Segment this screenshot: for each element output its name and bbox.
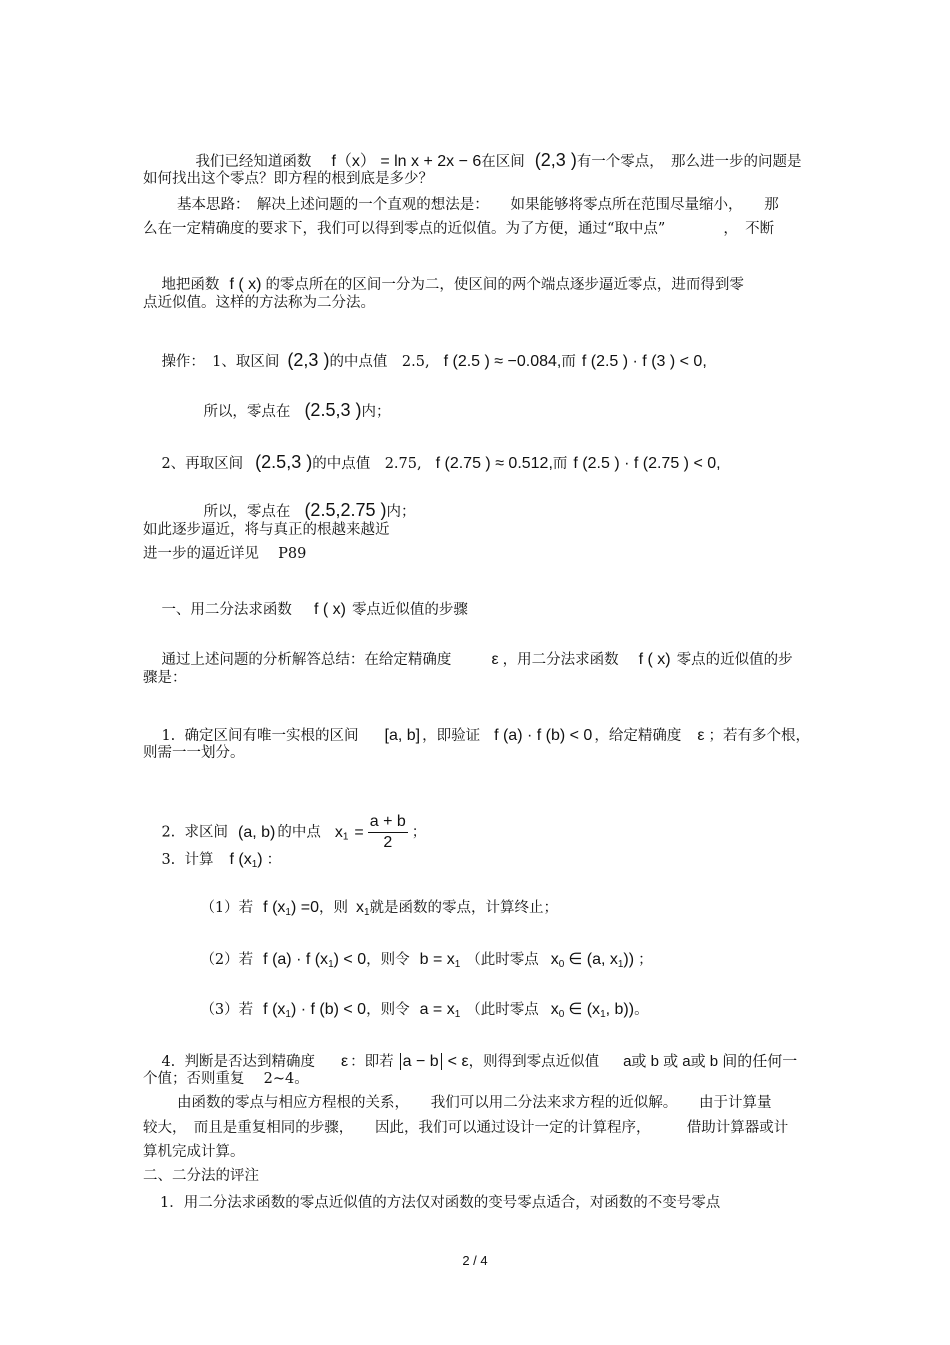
text: 1. 确定区间有唯一实根的区间	[161, 728, 359, 744]
absolute-difference: a − b	[400, 1053, 442, 1070]
text: 一、用二分法求函数	[161, 602, 292, 618]
subscript: 1	[363, 907, 370, 918]
section-2-heading: 二、二分法的评注	[143, 1168, 259, 1184]
paragraph-line-2: 较大， 而且是重复相同的步骤， 因此，我们可以通过设计一定的计算程序， 借助计算器或计	[143, 1120, 789, 1136]
variable-x: x	[550, 1001, 559, 1018]
text: ；若有多个根，	[708, 728, 810, 744]
summary-line-1	[143, 630, 793, 690]
interval: (a, b)	[238, 823, 276, 841]
variable-x: x	[355, 899, 364, 916]
text: 2、再取区间	[161, 456, 244, 472]
interval: (2.5,3 )	[255, 452, 313, 472]
text: 地把函数	[161, 277, 220, 293]
text: ，则得到零点近似值	[468, 1054, 600, 1070]
paren: ))	[623, 951, 635, 968]
interval: [a, b]	[384, 727, 421, 744]
text: ，则令	[366, 1002, 410, 1018]
product-expression: f (2.5 ) · f (2.75 ) < 0,	[573, 455, 721, 472]
text: 2. 求区间	[161, 824, 228, 841]
subscript: 1	[600, 1009, 606, 1020]
text: 内；	[361, 404, 391, 420]
paren: )	[257, 851, 263, 868]
subscript: 1	[285, 907, 291, 918]
subscript: 1	[285, 1009, 291, 1020]
page-number: 2 / 4	[462, 1253, 488, 1268]
text: 有一个零点， 那么进一步的问题是	[576, 154, 802, 170]
subscript: 1	[251, 859, 258, 870]
variable-x: x	[334, 823, 343, 841]
numerator: a + b	[368, 812, 408, 833]
text: （3）若	[200, 1002, 254, 1018]
summary-line-2: 骤是：	[143, 670, 187, 686]
product-expression: f (2.5 ) · f (3 ) < 0,	[581, 353, 707, 370]
text: ，则	[318, 900, 348, 916]
equals-sign: =	[354, 823, 364, 841]
function-fx: f ( x)	[638, 651, 671, 668]
interval: (2.5,3 )	[304, 400, 362, 420]
assignment: b = x	[419, 951, 455, 968]
text: ，用二分法求函数	[502, 652, 619, 668]
text: 所以，零点在	[203, 504, 291, 520]
basic-idea-line-4: 点近似值。这样的方法称为二分法。	[143, 295, 375, 311]
function-formula: f（x） = ln x + 2x − 6	[331, 153, 482, 170]
paragraph-line-1: 由函数的零点与相应方程根的关系， 我们可以用二分法来求方程的近似解。 由于计算量	[177, 1095, 772, 1111]
comment-line-1: 1．用二分法求函数的零点近似值的方法仅对函数的变号零点适合，对函数的不变号零点	[160, 1195, 721, 1211]
membership: ∈ (x	[568, 1001, 601, 1018]
value-expression: f (2.75 ) ≈ 0.512,	[435, 455, 553, 472]
text: 所以，零点在	[203, 404, 291, 420]
text: 操作： 1、取区间	[161, 354, 280, 370]
subscript: 0	[558, 1009, 565, 1020]
product-expression: f (a) · f (x	[263, 951, 329, 968]
text: 的中点	[277, 824, 321, 841]
text: ；	[411, 824, 427, 841]
text: 的零点所在的区间一分为二，使区间的两个端点逐步逼近零点，进而得到零	[265, 277, 744, 293]
function-fx1: f (x	[229, 851, 252, 868]
text: 我们已经知道函数	[195, 154, 312, 170]
basic-idea-line-1: 基本思路： 解决上述问题的一个直观的想法是： 如果能够将零点所在范围尽量缩小， 那	[177, 197, 779, 213]
text: ；	[638, 952, 653, 968]
interval: (2,3 )	[287, 350, 330, 370]
text: ，即验证	[422, 728, 481, 744]
subscript: 0	[558, 959, 565, 970]
subscript: 1	[342, 831, 349, 843]
text: 在区间	[481, 154, 525, 170]
text: 的中点值 2.75,	[312, 456, 422, 472]
function-fx: f ( x)	[313, 601, 346, 618]
step-4-note: 个值；否则重复 2~4。	[143, 1071, 309, 1087]
product-expression: f (x	[263, 1001, 286, 1018]
text: （1）若	[200, 900, 254, 916]
function-fx: f ( x)	[229, 276, 262, 293]
text: ：即若	[350, 1054, 394, 1070]
zero-condition: ) =0	[290, 899, 319, 916]
epsilon: ε	[697, 727, 705, 744]
paren: , b))	[605, 1001, 635, 1018]
text: 而	[561, 354, 576, 370]
basic-idea-line-2: 么在一定精确度的要求下，我们可以得到零点的近似值。为了方便，通过“取中点” ， 不断	[143, 221, 775, 237]
function-fx1: f (x	[263, 899, 286, 916]
subscript: 1	[617, 959, 624, 970]
subscript: 1	[454, 959, 461, 970]
text: （此时零点	[466, 1002, 539, 1018]
denominator: 2	[383, 834, 393, 851]
variable-x: x	[550, 951, 559, 968]
sign-condition: f (a) · f (b) < 0	[494, 727, 593, 744]
approximation-choice: a或 b 或 a或 b 间的任何一	[623, 1053, 798, 1070]
text: 的中点值 2.5,	[329, 354, 430, 370]
interval: (2.5,2.75 )	[304, 500, 387, 520]
epsilon: ε	[491, 651, 499, 668]
text: 通过上述问题的分析解答总结：在给定精确度	[161, 652, 452, 668]
less-than-epsilon: < ε	[447, 1053, 469, 1070]
value-expression: f (2.5 ) ≈ −0.084,	[443, 353, 562, 370]
text: 零点近似值的步骤	[351, 602, 468, 618]
text: ，给定精确度	[594, 728, 682, 744]
interval: (2,3 )	[534, 150, 577, 170]
reference-line: 进一步的逼近详见 P89	[143, 546, 307, 562]
subscript: 1	[328, 959, 334, 970]
subscript: 1	[454, 1009, 461, 1020]
approach-line: 如此逐步逼近，将与真正的根越来越近	[143, 522, 390, 538]
text: ：	[266, 852, 282, 868]
membership: ∈ (a, x	[568, 951, 618, 968]
text: （此时零点	[466, 952, 539, 968]
assignment: a = x	[419, 1001, 455, 1018]
text: 就是函数的零点，计算终止；	[369, 900, 559, 916]
text: ，则令	[366, 952, 410, 968]
intro-line-2: 如何找出这个零点？即方程的根到底是多少？	[143, 171, 433, 187]
midpoint-fraction	[368, 812, 408, 853]
text: （2）若	[200, 952, 254, 968]
step-1-note: 则需一一划分。	[143, 745, 245, 761]
sign-condition: ) · f (b) < 0	[290, 1001, 367, 1018]
text: 。	[634, 1002, 649, 1018]
text: 3. 计算	[161, 852, 214, 868]
text: 4. 判断是否达到精确度	[161, 1054, 315, 1070]
paragraph-line-3: 算机完成计算。	[143, 1144, 245, 1160]
text: 而	[552, 456, 568, 472]
text: 内；	[386, 504, 416, 520]
sign-condition: ) < 0	[333, 951, 367, 968]
epsilon: ε	[341, 1053, 349, 1070]
text: 零点的近似值的步	[676, 652, 793, 668]
